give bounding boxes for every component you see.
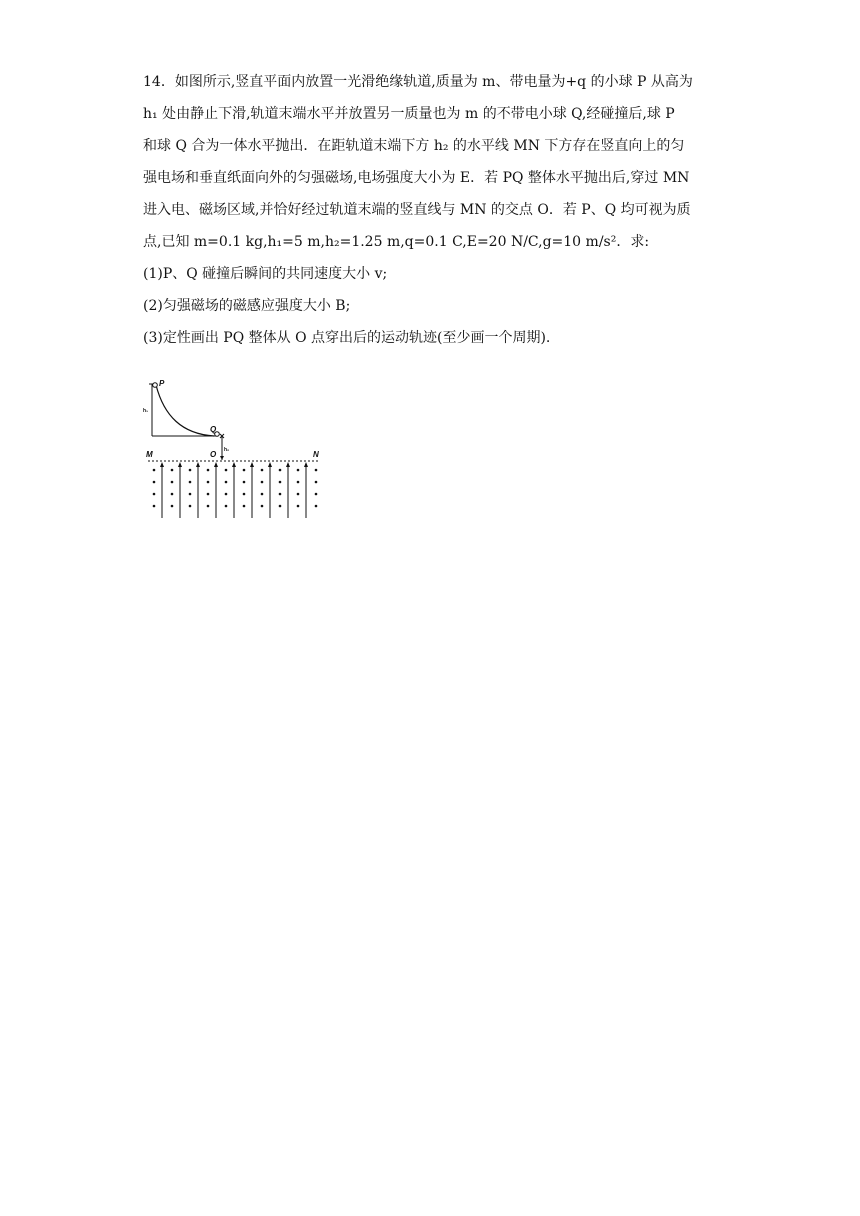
b-field-dot [171,493,174,496]
e-field-arrow-head [250,462,254,467]
b-field-dot [225,505,228,508]
problem-text [143,66,723,354]
b-field-dot [279,505,282,508]
b-field-dot [171,469,174,472]
e-field-arrow-head [286,462,290,467]
question-2: (2)匀强磁场的磁感应强度大小 B; [143,298,351,314]
b-field-dot [207,493,210,496]
e-field-arrow-head [268,462,272,467]
label-q: Q [210,425,217,434]
b-field-dot [207,505,210,508]
b-field-dot [189,493,192,496]
b-field-dot [261,481,264,484]
b-field-dot [153,493,156,496]
label-o: O [210,450,217,459]
problem-line-1: 14．如图所示,竖直平面内放置一光滑绝缘轨道,质量为 m、带电量为+q 的小球 P 从高为 [143,74,693,90]
e-field-arrow-head [160,462,164,467]
b-field-dot [189,469,192,472]
b-field-dot [243,469,246,472]
b-field-dot [261,493,264,496]
b-field-dot [279,469,282,472]
e-field-arrow-head [214,462,218,467]
curved-track [156,385,214,436]
label-n: N [313,450,319,459]
b-field-dot [207,481,210,484]
e-field-arrow-head [196,462,200,467]
problem-line-2: h₁ 处由静止下滑,轨道末端水平并放置另一质量也为 m 的不带电小球 Q,经碰撞后,球 P [143,106,675,122]
problem-line-3: 和球 Q 合为一体水平抛出．在距轨道末端下方 h₂ 的水平线 MN 下方存在竖直向上的匀 [143,138,685,154]
b-field-dot [315,469,318,472]
b-field-dot [315,505,318,508]
problem-line-6: 点,已知 m=0.1 kg,h₁=5 m,h₂=1.25 m,q=0.1 C,E=20 N/C,g=10 m/s²．求: [143,234,650,250]
label-p: P [159,379,165,388]
b-field-dot [153,469,156,472]
b-field-dot [279,481,282,484]
b-field-dot [243,481,246,484]
question-3: (3)定性画出 PQ 整体从 O 点穿出后的运动轨迹(至少画一个周期). [143,330,551,346]
b-field-dot [297,493,300,496]
b-field-dot [279,493,282,496]
b-field-dot [225,469,228,472]
problem-line-5: 进入电、磁场区域,并恰好经过轨道末端的竖直线与 MN 的交点 O．若 P、Q 均可视为质 [143,202,691,218]
e-field-arrow-head [304,462,308,467]
b-field-dot [243,493,246,496]
b-field-dot [153,481,156,484]
b-field-dot [189,505,192,508]
label-h1: h₁ [143,408,149,414]
b-field-dot [315,493,318,496]
problem-line-4: 强电场和垂直纸面向外的匀强磁场,电场强度大小为 E．若 PQ 整体水平抛出后,穿过 MN [143,170,690,186]
label-m: M [146,450,153,459]
b-field-dot [297,469,300,472]
b-field-dot [171,481,174,484]
b-field-dot [297,505,300,508]
e-field-arrow-head [178,462,182,467]
b-field-dot [243,505,246,508]
diagram-svg [140,376,330,522]
b-field-dot [207,469,210,472]
field-region [153,462,318,518]
b-field-dot [225,481,228,484]
ball-p [153,383,158,388]
e-field-arrow-head [232,462,236,467]
physics-diagram [140,376,330,522]
b-field-dot [189,481,192,484]
b-field-dot [315,481,318,484]
b-field-dot [225,493,228,496]
question-1: (1)P、Q 碰撞后瞬间的共同速度大小 v; [143,266,388,282]
h2-arrow-head [220,456,224,460]
b-field-dot [261,469,264,472]
b-field-dot [297,481,300,484]
b-field-dot [153,505,156,508]
b-field-dot [171,505,174,508]
label-h2: h₂ [224,447,230,453]
b-field-dot [261,505,264,508]
